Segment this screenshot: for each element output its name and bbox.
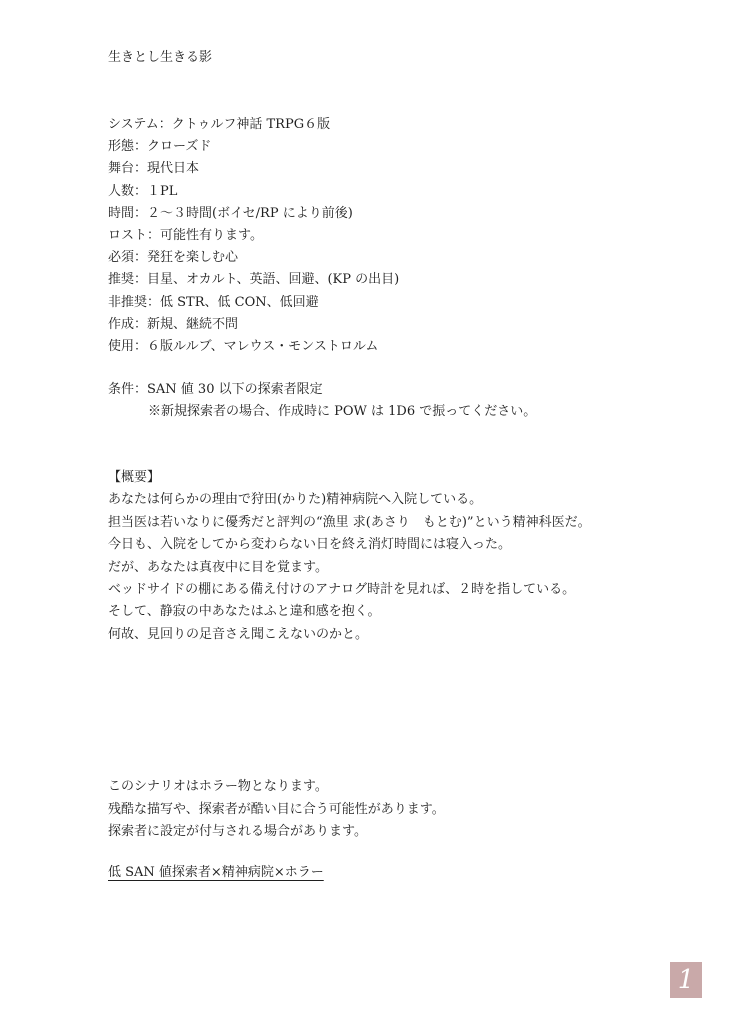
spec-time: 時間：２〜３時間(ボイセ/RP により前後)	[108, 205, 353, 221]
summary-line: だが、あなたは真夜中に目を覚ます。	[108, 559, 328, 575]
note-line: このシナリオはホラー物となります。	[108, 779, 328, 794]
spec-system: システム：クトゥルフ神話 TRPG６版	[108, 117, 331, 132]
spec-players: 人数：１PL	[108, 183, 178, 199]
warning-notes	[108, 776, 445, 844]
summary-line: あなたは何らかの理由で狩田(かりた)精神病院へ入院している。	[108, 492, 483, 508]
page-number-badge: 1	[670, 962, 702, 998]
spec-setting: 舞台：現代日本	[108, 161, 200, 177]
summary-line: そして、静寂の中あなたはふと違和感を抱く。	[108, 604, 381, 620]
summary-line: 今日も、入院をしてから変わらない日を終え消灯時間には寝入った。	[108, 537, 512, 553]
condition-note: ※新規探索者の場合、作成時に POW は 1D6 で振ってください。	[148, 404, 537, 419]
spec-required: 必須：発狂を楽しむ心	[108, 250, 239, 266]
note-line: 探索者に設定が付与される場合があります。	[108, 824, 367, 839]
note-line: 残酷な描写や、探索者が酷い目に合う可能性があります。	[108, 801, 445, 817]
spec-format: 形態：クローズド	[108, 139, 212, 155]
condition-block	[108, 379, 536, 423]
tagline: 低 SAN 値探索者×精神病院×ホラー	[108, 865, 324, 880]
condition-main: 条件：SAN 値 30 以下の探索者限定	[108, 382, 323, 397]
spec-creation: 作成：新規、継続不問	[108, 316, 239, 332]
summary-section	[108, 467, 591, 646]
spec-usage: 使用：６版ルルブ、マレウス・モンストロルム	[108, 338, 379, 354]
scenario-title: 生きとし生きる影	[108, 50, 213, 65]
spec-not-recommended: 非推奨：低 STR、低 CON、低回避	[108, 294, 319, 310]
summary-heading: 【概要】	[108, 470, 161, 485]
spec-recommended: 推奨：目星、オカルト、英語、回避、(KP の出目)	[108, 272, 400, 288]
summary-line: 担当医は若いなりに優秀だと評判の“漁里 求(あさり もとむ)”という精神科医だ。	[108, 514, 591, 530]
spec-lost: ロスト：可能性有ります。	[108, 227, 263, 243]
summary-line: 何故、見回りの足音さえ聞こえないのかと。	[108, 626, 369, 642]
spec-list	[108, 114, 399, 358]
summary-line: ベッドサイドの棚にある備え付けのアナログ時計を見れば、２時を指している。	[108, 581, 576, 597]
